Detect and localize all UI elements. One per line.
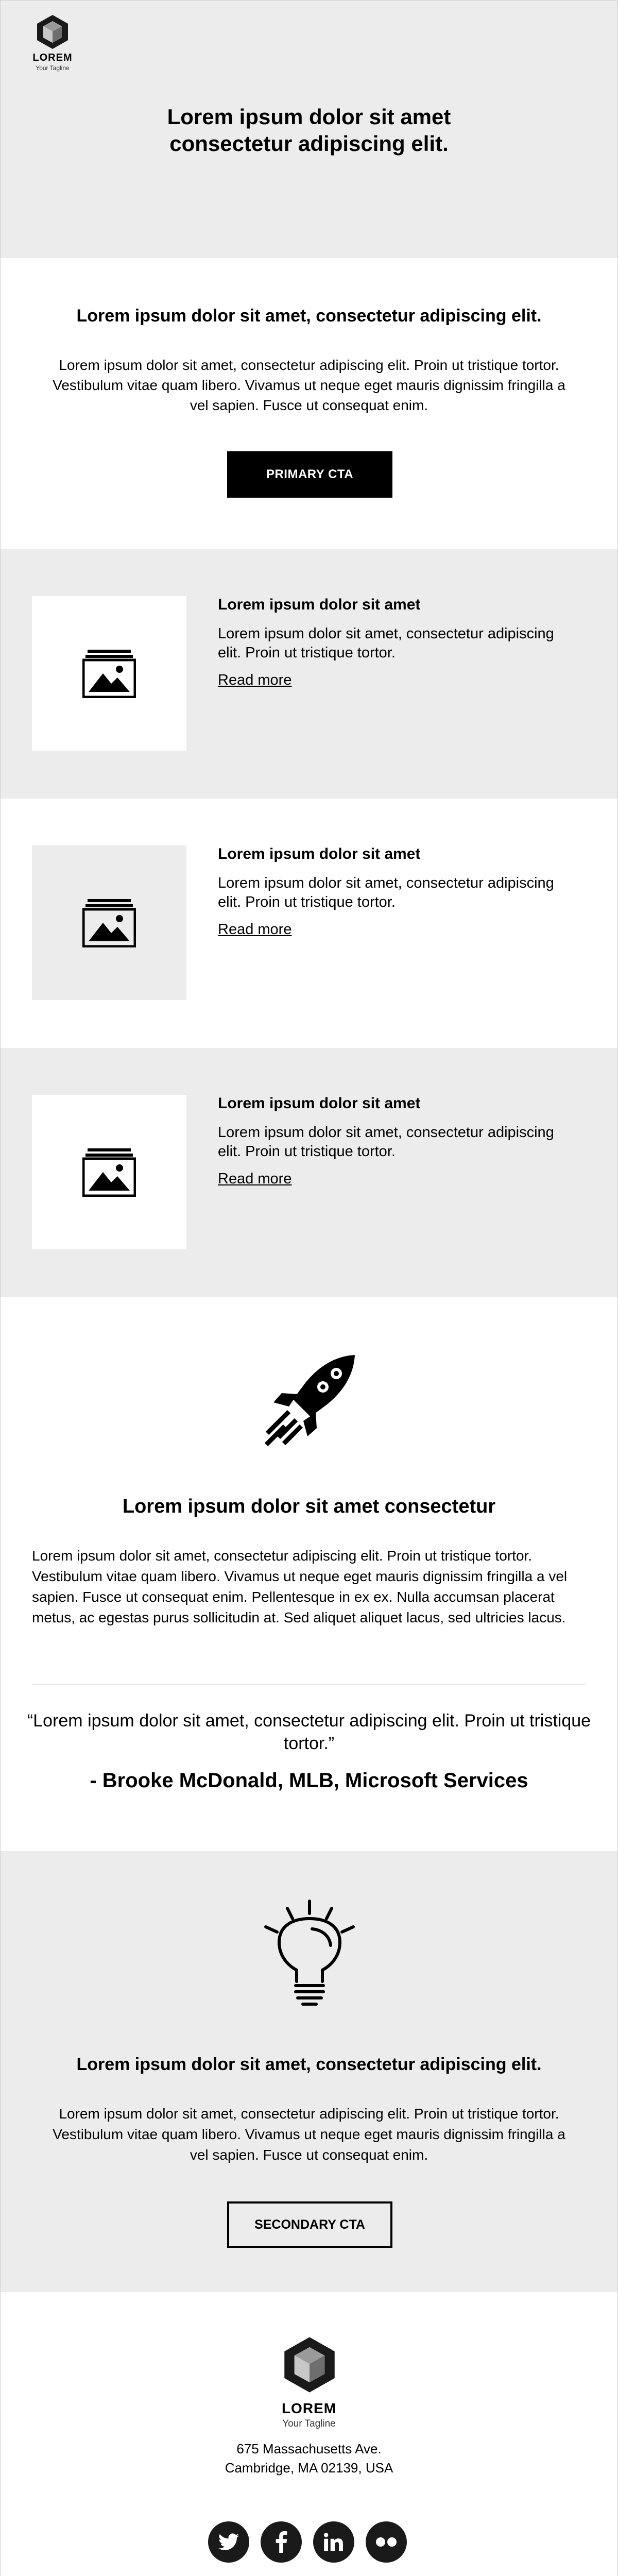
feature-image-placeholder	[32, 596, 186, 751]
header-brand: LOREM	[32, 52, 73, 63]
intro-heading: Lorem ipsum dolor sit amet, consectetur adipiscing elit.	[76, 306, 542, 326]
secondary-cta-button[interactable]: SECONDARY CTA	[227, 2201, 392, 2248]
facebook-icon[interactable]	[261, 2521, 302, 2563]
divider	[32, 1684, 586, 1685]
lightbulb-icon-wrap	[261, 1899, 358, 2010]
read-more-link[interactable]: Read more	[218, 672, 292, 688]
feature-title: Lorem ipsum dolor sit amet	[218, 596, 421, 613]
read-more-link[interactable]: Read more	[218, 921, 292, 938]
testimonial-author: - Brooke McDonald, MLB, Microsoft Services	[90, 1769, 528, 1792]
image-stack-icon	[82, 649, 136, 698]
cube-logo-icon	[36, 14, 69, 50]
feature-text	[218, 596, 578, 689]
feature-title: Lorem ipsum dolor sit amet	[218, 845, 421, 862]
header-tagline: Your Tagline	[36, 64, 70, 72]
feature-text	[218, 845, 578, 938]
feature-body: Lorem ipsum dolor sit amet, consectetur adipiscing elit. Proin ut tristique tortor.	[218, 875, 554, 910]
feature-text	[218, 1094, 578, 1188]
title-line-2: consectetur adipiscing elit.	[169, 131, 449, 156]
header-logo[interactable]	[29, 14, 76, 72]
twitter-icon[interactable]	[208, 2521, 249, 2563]
feature-title: Lorem ipsum dolor sit amet	[218, 1095, 421, 1112]
intro-section	[1, 258, 617, 549]
feature-row-2	[1, 799, 617, 1048]
rocket-icon	[258, 1349, 361, 1452]
address-line-2: Cambridge, MA 02139, USA	[225, 2460, 393, 2476]
social-links	[208, 2521, 407, 2563]
bulb-body: Lorem ipsum dolor sit amet, consectetur adipiscing elit. Proin ut tristique tortor. Vestibulum vitae quam libero. Vivamus ut neque eget mauris dignissim fringilla a vel sapien. Fusce ut consequat enim.	[53, 2106, 565, 2163]
feature-body: Lorem ipsum dolor sit amet, consectetur adipiscing elit. Proin ut tristique tortor.	[218, 1124, 554, 1160]
rocket-section	[1, 1297, 617, 1851]
testimonial-quote: “Lorem ipsum dolor sit amet, consectetur adipiscing elit. Proin ut tristique tortor.”	[27, 1711, 591, 1753]
feature-row-3	[1, 1048, 617, 1297]
footer-section	[1, 2292, 617, 2576]
rocket-body: Lorem ipsum dolor sit amet, consectetur adipiscing elit. Proin ut tristique tortor. Vestibulum vitae quam libero. Vivamus ut neque eget mauris dignissim fringilla a vel sapien. Fusce ut consequat enim. Pellentesque in ex ex. Nulla accumsan placerat metus, ac egestas purus sollicitudin at. Sed aliquet aliquet lacus, sed ultricies lacus.	[32, 1548, 568, 1625]
intro-body: Lorem ipsum dolor sit amet, consectetur adipiscing elit. Proin ut tristique tortor. Vestibulum vitae quam libero. Vivamus ut neque eget mauris dignissim fringilla a vel sapien. Fusce ut consequat enim.	[53, 357, 565, 413]
header-section	[1, 1, 617, 258]
flickr-icon[interactable]	[366, 2521, 407, 2563]
feature-image-placeholder	[32, 845, 186, 1000]
feature-body: Lorem ipsum dolor sit amet, consectetur adipiscing elit. Proin ut tristique tortor.	[218, 625, 554, 661]
footer-brand: LOREM	[281, 2400, 337, 2416]
cube-logo-icon	[283, 2334, 336, 2395]
linkedin-icon[interactable]	[313, 2521, 354, 2563]
rocket-heading: Lorem ipsum dolor sit amet consectetur	[122, 1496, 496, 1517]
footer-tagline: Your Tagline	[282, 2418, 336, 2429]
primary-cta-button[interactable]: PRIMARY CTA	[227, 451, 392, 498]
footer-logo[interactable]	[283, 2334, 336, 2398]
footer-address	[1, 2439, 617, 2478]
title-line-1: Lorem ipsum dolor sit amet	[167, 105, 451, 129]
page-title	[1, 104, 617, 157]
image-stack-icon	[82, 898, 136, 947]
bulb-section	[1, 1851, 617, 2292]
feature-row-1	[1, 549, 617, 799]
read-more-link[interactable]: Read more	[218, 1171, 292, 1187]
address-line-1: 675 Massachusetts Ave.	[236, 2441, 382, 2456]
feature-image-placeholder	[32, 1095, 186, 1249]
lightbulb-icon	[261, 1899, 358, 2007]
rocket-icon-wrap	[258, 1349, 361, 1454]
image-stack-icon	[82, 1147, 136, 1197]
bulb-heading: Lorem ipsum dolor sit amet, consectetur adipiscing elit.	[76, 2055, 542, 2074]
